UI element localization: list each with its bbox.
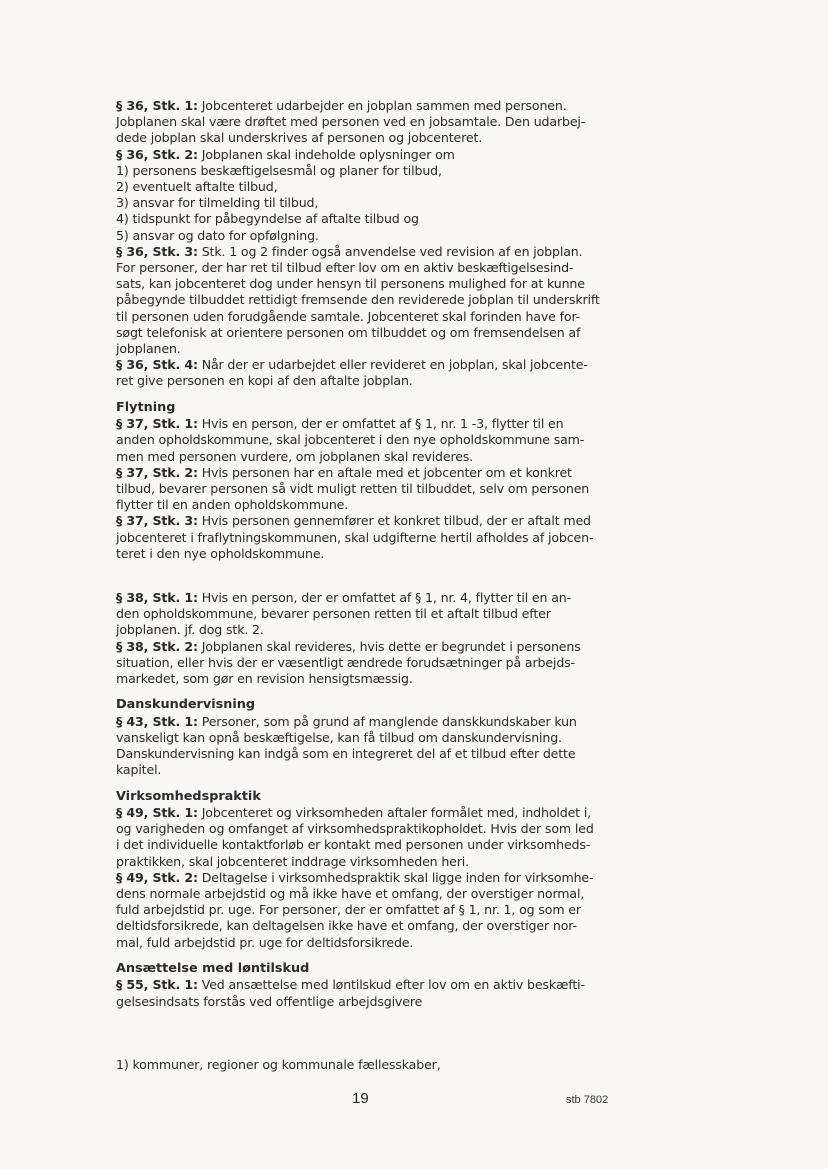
text-line: 3) ansvar for tilmelding til tilbud, [116, 195, 319, 211]
paragraph-line [116, 639, 620, 655]
text-line: mal, fuld arbejdstid pr. uge for deltidsforsikrede. [116, 934, 414, 950]
document-body [116, 98, 620, 1073]
paragraph-line [116, 357, 620, 373]
text-line: dede jobplan skal underskrives af personen og jobcenteret. [116, 130, 483, 146]
text-line: påbegynde tilbuddet rettidigt fremsende den reviderede jobplan til underskrift [116, 292, 600, 308]
paragraph-line [116, 465, 620, 481]
section-reference: § 36, Stk. 3: [116, 243, 198, 259]
paragraph-line [116, 805, 620, 821]
text-line: fuld arbejdstid pr. uge. For personer, der er omfattet af § 1, nr. 1, og som er [116, 902, 581, 918]
text-line: deltidsforsikrede, kan deltagelsen ikke have et omfang, der overstiger nor- [116, 918, 577, 934]
text-line: situation, eller hvis der er væsentligt ændrede forudsætninger på arbejds- [116, 654, 575, 670]
document-reference: stb 7802 [566, 1094, 609, 1106]
section-reference: § 49, Stk. 2: [116, 869, 198, 885]
text-line: dens normale arbejdstid og må ikke have et omfang, der overstiger normal, [116, 886, 585, 902]
section-reference: § 36, Stk. 4: [116, 357, 198, 373]
text-line: 2) eventuelt aftalte tilbud, [116, 179, 278, 195]
paragraph-text: Hvis personen har en aftale med et jobcenter om et konkret [197, 464, 572, 480]
text-line: 1) kommuner, regioner og kommunale fællesskaber, [116, 1056, 441, 1072]
paragraph-text: Personer, som på grund af manglende danskkundskaber kun [197, 713, 577, 729]
text-line: 1) personens beskæftigelsesmål og planer for tilbud, [116, 162, 442, 178]
section-heading: Danskundervisning [116, 697, 255, 713]
paragraph-line [116, 513, 620, 529]
page-number: 19 [352, 1090, 369, 1107]
section-heading: Flytning [116, 399, 176, 415]
spacer [116, 1038, 620, 1057]
text-line: ret give personen en kopi af den aftalte jobplan. [116, 373, 413, 389]
text-line: teret i den nye opholdskommune. [116, 545, 325, 561]
section-reference: § 37, Stk. 2: [116, 464, 198, 480]
text-line: til personen uden forudgående samtale. Jobcenteret skal forinden have for- [116, 308, 581, 324]
paragraph-line [116, 244, 620, 260]
text-line: gelsesindsats forstås ved offentlige arbejdsgivere [116, 993, 423, 1009]
text-line: vanskeligt kan opnå beskæftigelse, kan få tilbud om danskundervisning. [116, 729, 562, 745]
text-line: men med personen vurdere, om jobplanen skal revideres. [116, 448, 474, 464]
section-reference: § 36, Stk. 1: [116, 98, 198, 113]
section-reference: § 55, Stk. 1: [116, 977, 198, 993]
text-line: For personer, der har ret til tilbud efter lov om en aktiv beskæftigelsesind- [116, 260, 574, 276]
section-reference: § 37, Stk. 3: [116, 513, 198, 529]
section-reference: § 43, Stk. 1: [116, 713, 198, 729]
paragraph-line [116, 147, 620, 163]
paragraph-line [116, 98, 620, 114]
section-heading: Virksomhedspraktik [116, 788, 261, 804]
section-reference: § 38, Stk. 2: [116, 638, 198, 654]
paragraph-line [116, 714, 620, 730]
text-line: anden opholdskommune, skal jobcenteret i den nye opholdskommune sam- [116, 432, 585, 448]
text-line: tilbud, bevarer personen så vidt muligt retten til tilbuddet, selv om personen [116, 480, 590, 496]
paragraph-text: Hvis personen gennemfører et konkret tilbud, der er aftalt med [197, 513, 591, 529]
text-line: jobcenteret i fraflytningskommunen, skal udgifterne hertil afholdes af jobcen- [116, 529, 594, 545]
text-line: kapitel. [116, 762, 162, 778]
paragraph-text: Ved ansættelse med løntilskud efter lov om en aktiv beskæfti- [197, 977, 585, 993]
text-line: den opholdskommune, bevarer personen retten til et aftalt tilbud efter [116, 606, 551, 622]
text-line: søgt telefonisk at orientere personen om tilbuddet og om fremsendelsen af [116, 324, 581, 340]
text-line: jobplanen. jf. dog stk. 2. [116, 622, 264, 638]
paragraph-text: Jobcenteret og virksomheden aftaler formålet med, indholdet i, [197, 805, 592, 821]
section-reference: § 36, Stk. 2: [116, 146, 198, 162]
paragraph-text: Jobcenteret udarbejder en jobplan sammen med personen. [197, 98, 567, 113]
paragraph-line [116, 590, 620, 606]
text-line: i det individuelle kontaktforløb er kontakt med personen under virksomheds- [116, 837, 591, 853]
text-line: 4) tidspunkt for påbegyndelse af aftalte tilbud og [116, 211, 419, 227]
text-line: Jobplanen skal være drøftet med personen ved en jobsamtale. Den udarbej- [116, 114, 586, 130]
text-line: jobplanen. [116, 341, 181, 357]
section-reference: § 37, Stk. 1: [116, 416, 198, 432]
section-reference: § 38, Stk. 1: [116, 589, 198, 605]
section-heading: Ansættelse med løntilskud [116, 960, 310, 976]
text-line: 5) ansvar og dato for opfølgning. [116, 227, 319, 243]
paragraph-line [116, 416, 620, 432]
paragraph-text: Jobplanen skal indeholde oplysninger om [197, 146, 455, 162]
text-line: praktikken, skal jobcenteret inddrage virksomheden heri. [116, 853, 470, 869]
paragraph-text: Når der er udarbejdet eller revideret en jobplan, skal jobcente- [197, 357, 588, 373]
spacer [116, 562, 620, 590]
text-line: markedet, som gør en revision hensigtsmæssig. [116, 671, 413, 686]
paragraph-line [116, 977, 620, 993]
spacer [116, 1010, 620, 1038]
paragraph-text: Deltagelse i virksomhedspraktik skal ligge inden for virksomhe- [197, 869, 594, 885]
text-line: flytter til en anden opholdskommune. [116, 497, 349, 513]
text-line: og varigheden og omfanget af virksomhedspraktikopholdet. Hvis der som led [116, 821, 594, 837]
section-reference: § 49, Stk. 1: [116, 805, 198, 821]
paragraph-text: Stk. 1 og 2 finder også anvendelse ved revision af en jobplan. [197, 243, 583, 259]
paragraph-line [116, 870, 620, 886]
paragraph-text: Hvis en person, der er omfattet af § 1, nr. 1 -3, flytter til en [197, 416, 564, 432]
paragraph-text: Hvis en person, der er omfattet af § 1, nr. 4, flytter til en an- [197, 589, 572, 605]
paragraph-text: Jobplanen skal revideres, hvis dette er begrundet i personens [197, 638, 581, 654]
text-line: Danskundervisning kan indgå som en integreret del af et tilbud efter dette [116, 746, 576, 762]
text-line: sats, kan jobcenteret dog under hensyn til personens mulighed for at kunne [116, 276, 585, 292]
